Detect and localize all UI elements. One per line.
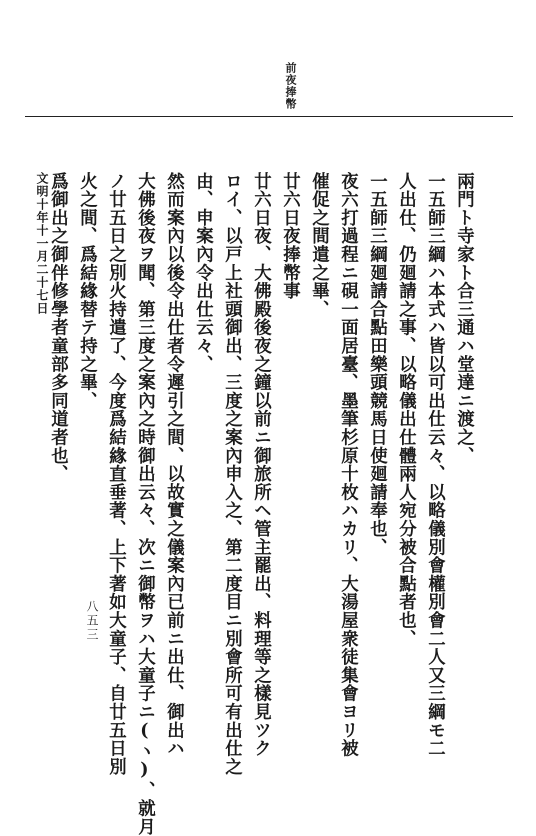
text-column: 人出仕、仍廻請之事、以略儀出仕體兩人宛分被合點者也、 (395, 172, 416, 648)
text-column: 一五師三綱廻請合點田樂頭競馬日使廻請奉也、 (366, 172, 387, 557)
text-column: ロイ、以戸上社頭御出、三度之案內申入之、第二度目ニ別會所可有出仕之 (221, 172, 242, 776)
text-column: 火之間、爲結緣替テ持之畢、 (76, 172, 97, 410)
text-column: ノ廿五日之別火持遣了、今度爲結緣直垂著、上下著如大童子、自廿五日別 (105, 172, 126, 776)
running-header: 前夜捧幣 (284, 62, 297, 110)
text-column: 兩門ト寺家ト合三通ハ堂達ニ渡之、 (453, 172, 474, 465)
section-heading: 廿六日夜捧幣事 (279, 172, 300, 301)
text-column: 廿六日夜、大佛殿後夜之鐘以前ニ御旅所ヘ管主罷出、料理等之樣見ツク (250, 172, 271, 758)
text-column: 然而案內以後令出仕者令遲引之間、以故實之儀案內已前ニ出仕、御出ハ (163, 172, 184, 758)
text-column: 催促之間遣之畢、 (308, 172, 329, 319)
text-column: 爲御出之御伴修學者童部多同道者也、 (47, 172, 68, 484)
text-column: 夜六打過程ニ硯一面居臺、墨筆杉原十枚ハカリ、大湯屋衆徒集會ヨリ被 (337, 172, 358, 758)
page-number: 八五三 (85, 600, 99, 642)
text-column: 大佛後夜ヲ聞、第三度之案內之時御出云々、次ニ御幣ヲハ大童子ニ(ヽ)、就月 (134, 172, 155, 836)
header-rule (25, 116, 513, 117)
date-line: 文明十年十一月二十七日 (35, 172, 49, 315)
text-column: 一五師三綱ハ本式ハ皆以可出仕云々、以略儀別會權別會二人又三綱モ二 (424, 172, 445, 758)
text-column: 由、申案內令出仕云々、 (192, 172, 213, 374)
